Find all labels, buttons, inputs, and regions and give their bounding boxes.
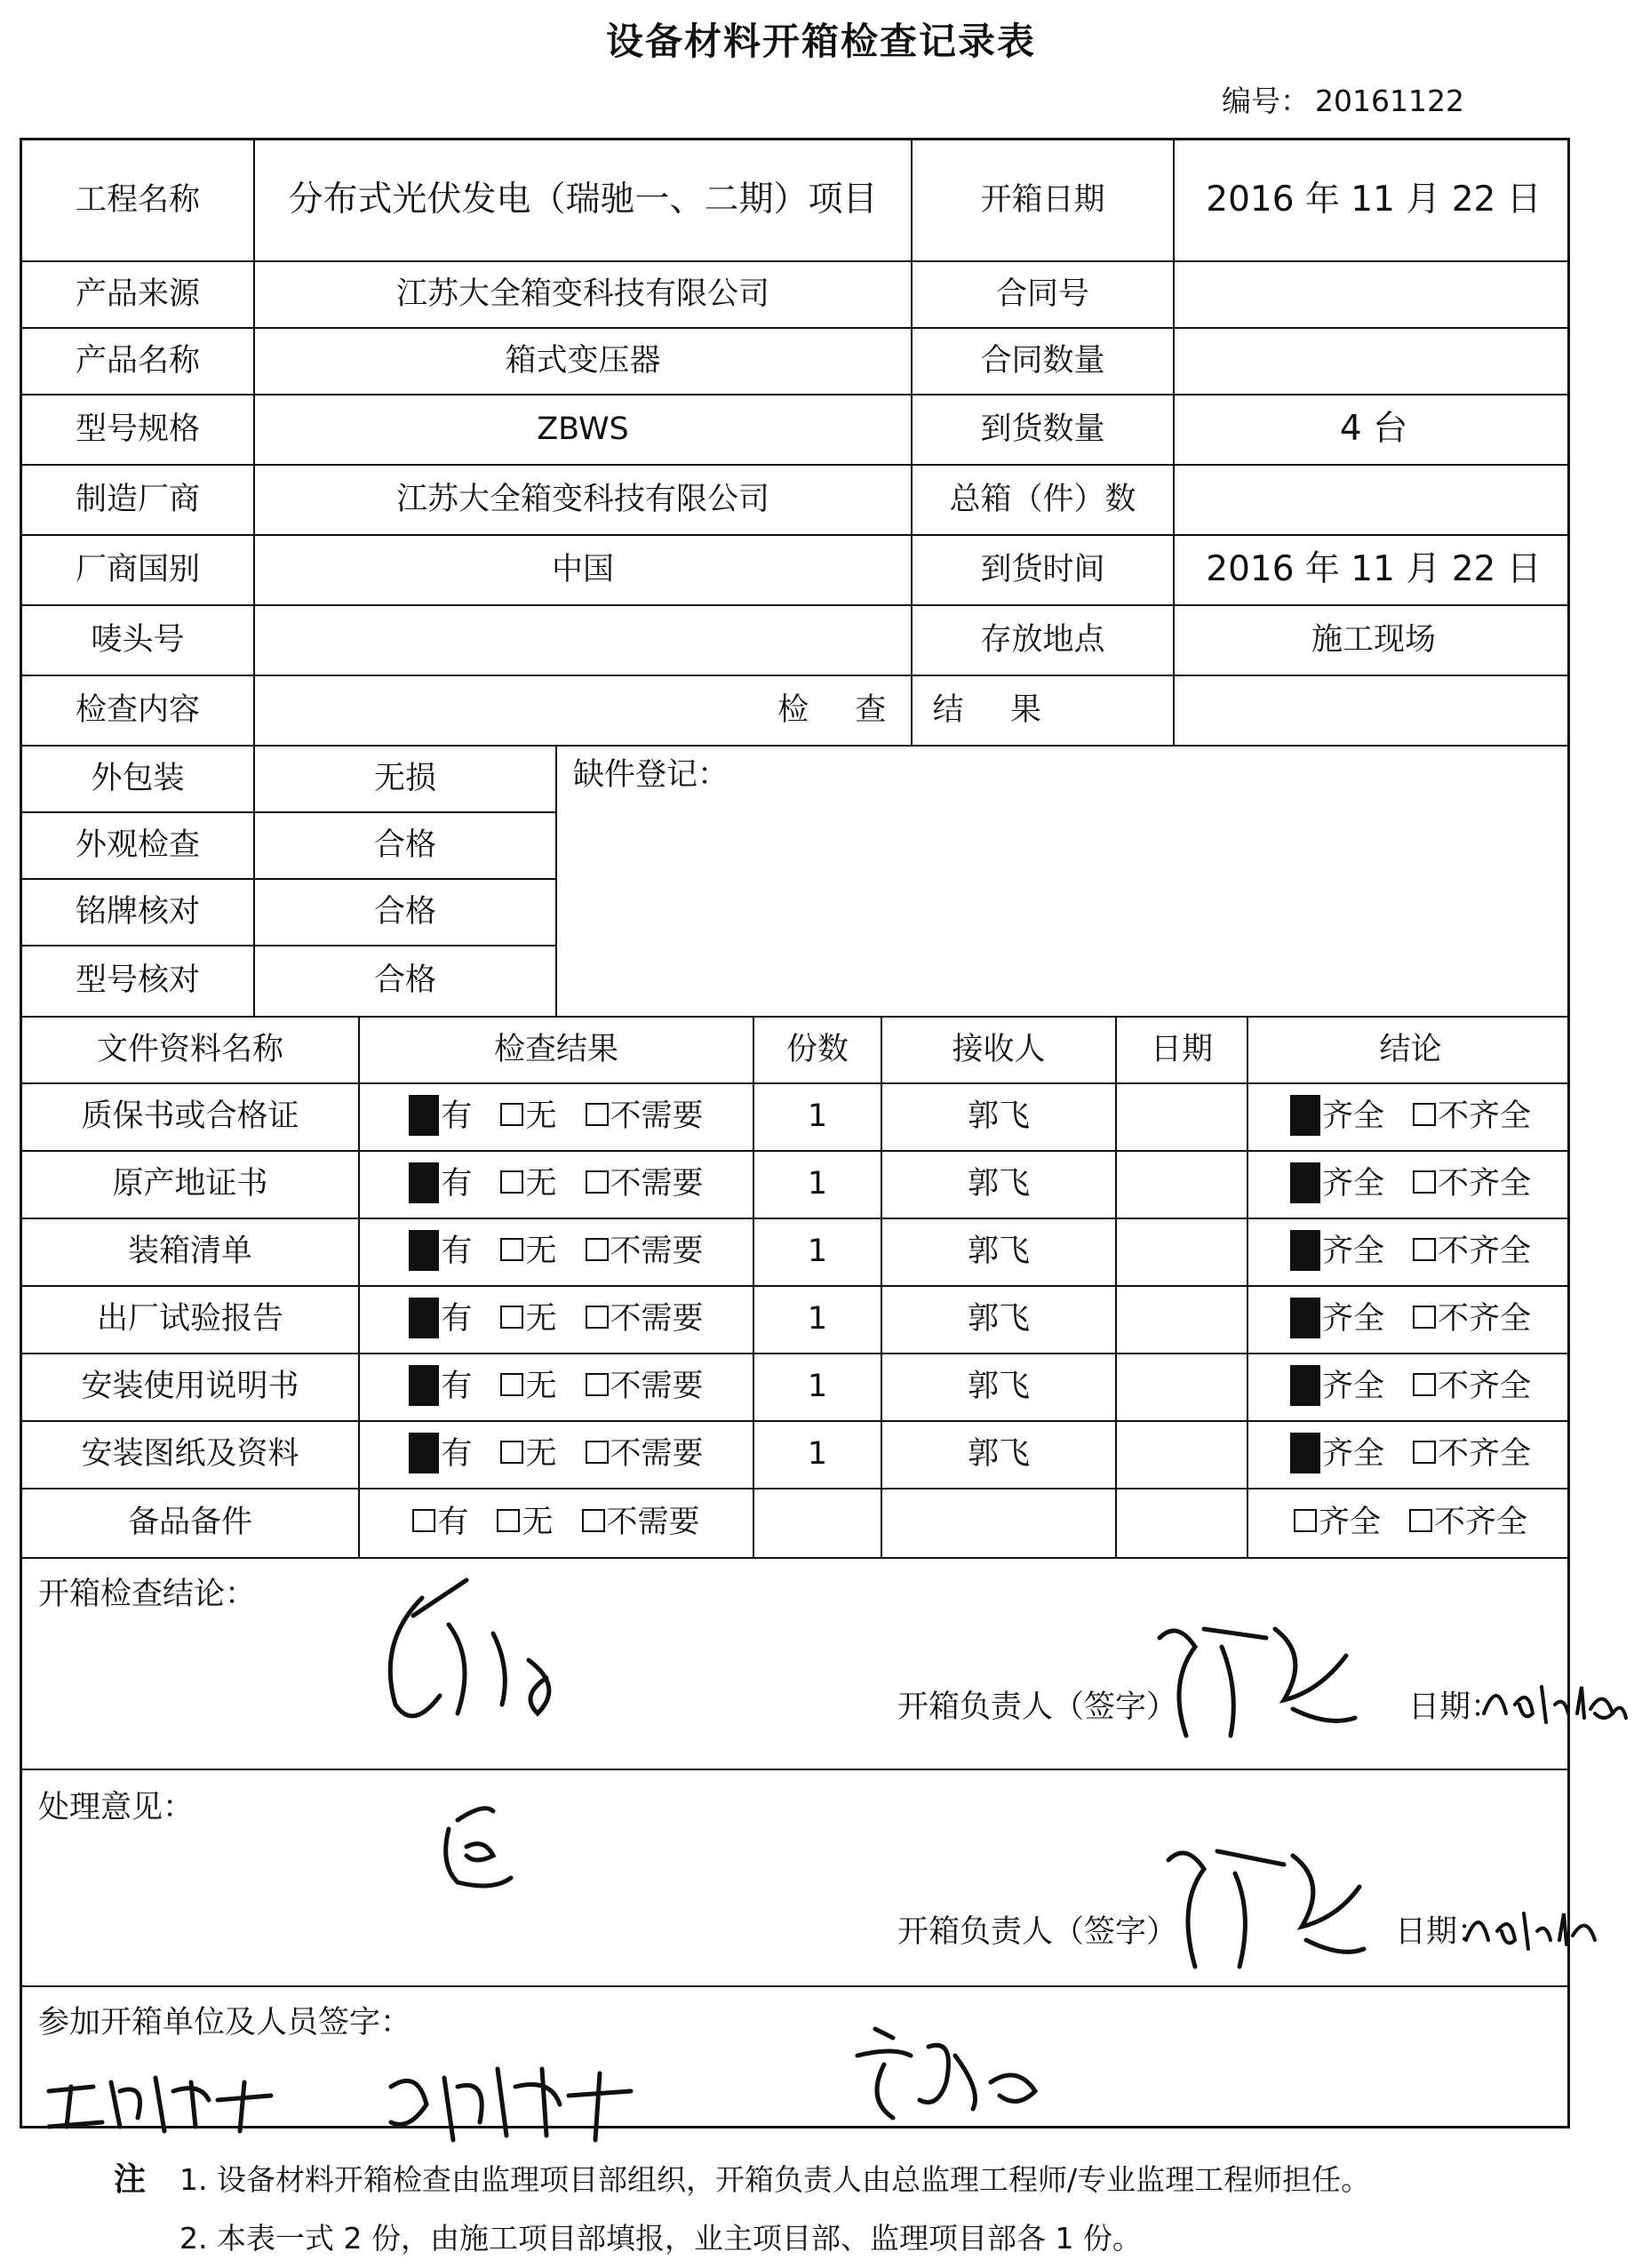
checkbox-icon[interactable] — [412, 1509, 435, 1532]
box-count — [1175, 466, 1573, 534]
serial-value: 20161122 — [1315, 84, 1464, 118]
option-incomplete[interactable]: 不齐全 — [1413, 1299, 1531, 1340]
maker-label: 制造厂商 — [75, 481, 200, 517]
inspection-result-label: 检 查 结 果 — [777, 691, 1050, 728]
doc-date — [1117, 1354, 1247, 1420]
record-form — [20, 138, 1570, 2128]
doc-receiver: 郭飞 — [967, 1301, 1030, 1338]
doc-copies — [754, 1489, 881, 1557]
option-incomplete[interactable]: 不齐全 — [1413, 1434, 1531, 1475]
doc-copies: 1 — [807, 1234, 828, 1270]
note-line: 1. 设备材料开箱检查由监理项目部组织，开箱负责人由总监理工程师/专业监理工程师担任。 — [179, 2162, 1371, 2197]
contract-qty — [1175, 329, 1573, 394]
doc-check-options — [360, 1422, 753, 1488]
model: ZBWS — [537, 411, 629, 447]
doc-date — [1117, 1287, 1247, 1353]
header-receiver: 接收人 — [952, 1031, 1046, 1067]
handwritten-date — [1479, 1651, 1630, 1740]
header-check-result: 检查结果 — [493, 1031, 618, 1067]
inspection-item-name: 外包装 — [91, 760, 185, 796]
opinion-label: 处理意见： — [38, 1790, 195, 1825]
project-name-label: 工程名称 — [75, 181, 200, 218]
doc-date — [1117, 1152, 1247, 1218]
checkbox-icon[interactable] — [500, 1103, 523, 1126]
inspection-item-name: 外观检查 — [75, 827, 200, 863]
checkbox-icon[interactable] — [500, 1306, 523, 1329]
checkbox-icon[interactable] — [586, 1170, 609, 1194]
checkbox-icon[interactable] — [586, 1306, 609, 1329]
doc-check-options — [360, 1287, 753, 1353]
option-complete[interactable]: 齐全 — [1290, 1299, 1384, 1340]
handwritten-participant-1 — [40, 2064, 280, 2136]
option-none[interactable]: 无 — [500, 1097, 556, 1138]
open-date: 2016 年 11 月 22 日 — [1206, 180, 1542, 220]
opinion-date-label: 日期： — [1395, 1914, 1489, 1950]
checkbox-icon[interactable] — [500, 1441, 523, 1464]
doc-name: 质保书或合格证 — [81, 1098, 299, 1135]
doc-conclusion-options — [1248, 1287, 1573, 1353]
checkbox-icon[interactable] — [409, 1095, 439, 1136]
doc-receiver: 郭飞 — [967, 1234, 1030, 1270]
option-incomplete[interactable]: 不齐全 — [1409, 1503, 1527, 1544]
inspection-item-result: 合格 — [373, 827, 436, 863]
header-doc-name: 文件资料名称 — [96, 1031, 283, 1067]
doc-name: 出厂试验报告 — [96, 1301, 283, 1338]
doc-check-options — [360, 1084, 753, 1150]
arrive-time-label: 到货时间 — [980, 551, 1105, 587]
checkbox-icon[interactable] — [1290, 1162, 1320, 1203]
doc-name: 安装使用说明书 — [81, 1369, 299, 1405]
option-unneeded[interactable]: 不需要 — [586, 1164, 704, 1205]
checkbox-icon[interactable] — [500, 1238, 523, 1261]
option-have[interactable]: 有 — [412, 1503, 468, 1544]
checkbox-icon[interactable] — [582, 1509, 605, 1532]
product-name: 箱式变压器 — [505, 342, 661, 379]
option-complete[interactable]: 齐全 — [1290, 1367, 1384, 1408]
shipping-mark — [255, 606, 911, 675]
country-label: 厂商国别 — [75, 551, 200, 587]
product-source: 江苏大全箱变科技有限公司 — [395, 276, 769, 312]
option-unneeded[interactable]: 不需要 — [586, 1367, 704, 1408]
doc-receiver: 郭飞 — [967, 1369, 1030, 1405]
checkbox-icon[interactable] — [1290, 1433, 1320, 1473]
inspection-item-name: 型号核对 — [75, 962, 200, 999]
handwritten-approval-mark — [431, 1793, 538, 1900]
doc-conclusion-options — [1248, 1219, 1573, 1285]
doc-receiver: 郭飞 — [967, 1098, 1030, 1135]
doc-date — [1117, 1084, 1247, 1150]
note-line: 2. 本表一式 2 份，由施工项目部填报，业主项目部、监理项目部各 1 份。 — [179, 2221, 1142, 2256]
storage-label: 存放地点 — [980, 621, 1105, 658]
handwritten-participant-3 — [840, 2011, 1053, 2136]
option-unneeded[interactable]: 不需要 — [586, 1232, 704, 1273]
option-none[interactable]: 无 — [497, 1503, 553, 1544]
doc-check-options — [360, 1354, 753, 1420]
opinion-signer-label: 开箱负责人（签字） — [897, 1914, 1178, 1950]
doc-check-options — [360, 1152, 753, 1218]
doc-copies: 1 — [807, 1436, 828, 1473]
doc-check-options — [360, 1489, 753, 1557]
checkbox-icon[interactable] — [1290, 1230, 1320, 1271]
doc-name: 原产地证书 — [112, 1166, 268, 1202]
model-label: 型号规格 — [75, 411, 200, 447]
project-name: 分布式光伏发电（瑞驰一、二期）项目 — [288, 180, 878, 220]
option-none[interactable]: 无 — [500, 1367, 556, 1408]
shipping-mark-label: 唛头号 — [91, 621, 185, 658]
checkbox-icon[interactable] — [586, 1103, 609, 1126]
doc-copies: 1 — [807, 1369, 828, 1405]
handwritten-signer-signature — [1142, 1602, 1373, 1753]
checkbox-icon[interactable] — [1294, 1509, 1317, 1532]
doc-date — [1117, 1219, 1247, 1285]
option-incomplete[interactable]: 不齐全 — [1413, 1164, 1531, 1205]
option-none[interactable]: 无 — [500, 1299, 556, 1340]
checkbox-icon[interactable] — [409, 1298, 439, 1338]
handwritten-conclusion-signature — [360, 1562, 591, 1740]
option-unneeded[interactable]: 不需要 — [586, 1434, 704, 1475]
option-none[interactable]: 无 — [500, 1164, 556, 1205]
missing-parts-label: 缺件登记： — [573, 757, 729, 793]
option-incomplete[interactable]: 不齐全 — [1413, 1097, 1531, 1138]
header-conclusion: 结论 — [1379, 1031, 1442, 1067]
option-have[interactable]: 有 — [409, 1097, 472, 1138]
conclusion-label: 开箱检查结论： — [38, 1577, 257, 1612]
option-complete[interactable]: 齐全 — [1290, 1164, 1384, 1205]
inspection-item-result: 合格 — [373, 893, 436, 930]
checkbox-icon[interactable] — [1290, 1365, 1320, 1406]
header-date: 日期 — [1150, 1031, 1213, 1067]
open-date-label: 开箱日期 — [980, 181, 1105, 218]
option-none[interactable]: 无 — [500, 1434, 556, 1475]
doc-conclusion-options — [1248, 1422, 1573, 1488]
contract-no — [1175, 262, 1573, 327]
doc-copies: 1 — [807, 1166, 828, 1202]
notes-mark: 注 — [114, 2161, 147, 2198]
option-complete[interactable]: 齐全 — [1294, 1503, 1381, 1544]
inspection-item-name: 铭牌核对 — [75, 893, 200, 930]
option-have[interactable]: 有 — [409, 1232, 472, 1273]
checkbox-icon[interactable] — [1409, 1509, 1432, 1532]
handwritten-date-2 — [1462, 1882, 1604, 1962]
option-have[interactable]: 有 — [409, 1367, 472, 1408]
participants-label: 参加开箱单位及人员签字： — [38, 2005, 412, 2040]
header-copies: 份数 — [785, 1031, 849, 1067]
notes — [116, 2151, 1370, 2268]
contract-qty-label: 合同数量 — [980, 342, 1105, 379]
arrive-time: 2016 年 11 月 22 日 — [1206, 549, 1542, 590]
box-count-label: 总箱（件）数 — [949, 481, 1136, 517]
contract-no-label: 合同号 — [995, 276, 1089, 312]
checkbox-icon[interactable] — [1413, 1441, 1436, 1464]
doc-receiver: 郭飞 — [967, 1436, 1030, 1473]
checkbox-icon[interactable] — [409, 1162, 439, 1203]
checkbox-icon[interactable] — [1413, 1306, 1436, 1329]
option-complete[interactable]: 齐全 — [1290, 1434, 1384, 1475]
storage: 施工现场 — [1311, 621, 1436, 658]
doc-copies: 1 — [807, 1098, 828, 1135]
checkbox-icon[interactable] — [586, 1373, 609, 1396]
inspection-item-result: 无损 — [373, 760, 436, 796]
arrive-qty: 4 台 — [1339, 409, 1408, 450]
product-name-label: 产品名称 — [75, 342, 200, 379]
conclusion-date-label: 日期： — [1408, 1689, 1503, 1725]
option-complete[interactable]: 齐全 — [1290, 1232, 1384, 1273]
doc-receiver — [882, 1489, 1115, 1557]
doc-copies: 1 — [807, 1301, 828, 1338]
doc-date — [1117, 1422, 1247, 1488]
doc-conclusion-options — [1248, 1084, 1573, 1150]
option-have[interactable]: 有 — [409, 1434, 472, 1475]
option-unneeded[interactable]: 不需要 — [586, 1299, 704, 1340]
checkbox-icon[interactable] — [409, 1365, 439, 1406]
checkbox-icon[interactable] — [500, 1170, 523, 1194]
checkbox-icon[interactable] — [586, 1441, 609, 1464]
conclusion-signer-label: 开箱负责人（签字） — [897, 1689, 1178, 1725]
doc-conclusion-options — [1248, 1354, 1573, 1420]
serial-number — [1222, 78, 1464, 120]
checkbox-icon[interactable] — [1413, 1103, 1436, 1126]
checkbox-icon[interactable] — [1290, 1095, 1320, 1136]
option-incomplete[interactable]: 不齐全 — [1413, 1232, 1531, 1273]
option-have[interactable]: 有 — [409, 1164, 472, 1205]
product-source-label: 产品来源 — [75, 276, 200, 312]
checkbox-icon[interactable] — [500, 1373, 523, 1396]
handwritten-signer-signature-2 — [1151, 1825, 1373, 1984]
inspection-content-label: 检查内容 — [75, 691, 200, 728]
checkbox-icon[interactable] — [1413, 1238, 1436, 1261]
doc-date — [1117, 1489, 1247, 1557]
option-have[interactable]: 有 — [409, 1299, 472, 1340]
doc-conclusion-options — [1248, 1152, 1573, 1218]
maker: 江苏大全箱变科技有限公司 — [395, 481, 769, 517]
doc-check-options — [360, 1219, 753, 1285]
doc-conclusion-options — [1248, 1489, 1573, 1557]
checkbox-icon[interactable] — [1413, 1170, 1436, 1194]
option-incomplete[interactable]: 不齐全 — [1413, 1367, 1531, 1408]
doc-name: 备品备件 — [127, 1505, 252, 1541]
inspection-item-result: 合格 — [373, 962, 436, 999]
option-unneeded[interactable]: 不需要 — [582, 1503, 700, 1544]
handwritten-participant-2 — [373, 2051, 649, 2149]
option-unneeded[interactable]: 不需要 — [586, 1097, 704, 1138]
doc-name: 安装图纸及资料 — [81, 1436, 299, 1473]
serial-label: 编号： — [1222, 84, 1310, 118]
arrive-qty-label: 到货数量 — [980, 411, 1105, 447]
checkbox-icon[interactable] — [497, 1509, 520, 1532]
form-title: 设备材料开箱检查记录表 — [605, 20, 1036, 63]
country: 中国 — [551, 551, 614, 587]
option-none[interactable]: 无 — [500, 1232, 556, 1273]
checkbox-icon[interactable] — [409, 1230, 439, 1271]
checkbox-icon[interactable] — [1290, 1298, 1320, 1338]
checkbox-icon[interactable] — [409, 1433, 439, 1473]
doc-name: 装箱清单 — [127, 1234, 252, 1270]
checkbox-icon[interactable] — [586, 1238, 609, 1261]
checkbox-icon[interactable] — [1413, 1373, 1436, 1396]
doc-receiver: 郭飞 — [967, 1166, 1030, 1202]
option-complete[interactable]: 齐全 — [1290, 1097, 1384, 1138]
